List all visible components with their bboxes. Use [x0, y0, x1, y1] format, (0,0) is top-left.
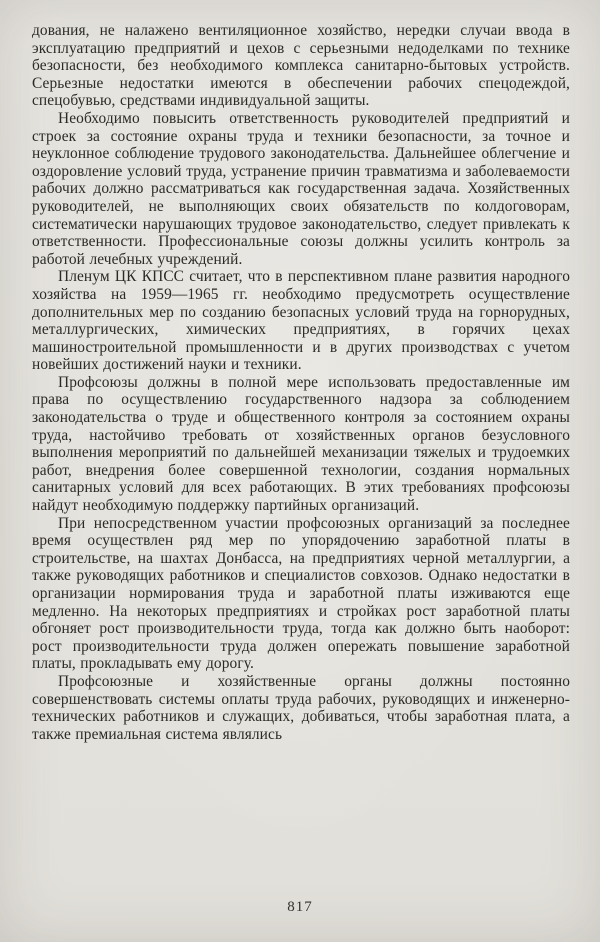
- paragraph: Профсоюзные и хозяйственные органы должны постоянно совершенствовать системы оплаты труда рабочих, руководящих и инженерно-технических работников и служащих, добиваться, чтобы заработная плата, а также премиальная система являлись: [32, 672, 570, 743]
- paragraph: Пленум ЦК КПСС считает, что в перспективном плане развития народного хозяйства на 1959—1965 гг. необходимо предусмотреть осуществление дополнительных мер по созданию безопасных условий труда на горнорудных, металлургических, химических предприятиях, в горячих цехах машиностроительной промышленности и в других производствах с учетом новейших достижений науки и техники.: [32, 268, 570, 374]
- paragraph-continuation: дования, не налажено вентиляционное хозяйство, нередки случаи ввода в эксплуатацию предприятий и цехов с серьезными недоделками по технике безопасности, без необходимого комплекса санитарно-бытовых устройств. Серьезные недостатки имеются в обеспечении рабочих спецодеждой, спецобувью, средствами индивидуальной защиты.: [32, 22, 570, 110]
- paragraph: Необходимо повысить ответственность руководителей предприятий и строек за состояние охраны труда и техники безопасности, за точное и неуклонное соблюдение трудового законодательства. Дальнейшее облегчение и оздоровление условий труда, устранение причин травматизма и заболеваемости рабочих должно рассматриваться как государственная задача. Хозяйственных руководителей, не выполняющих своих обязательств по колдоговорам, систематически нарушающих трудовое законодательство, следует привлекать к ответственности. Профессиональные союзы должны усилить контроль за работой лечебных учреждений.: [32, 109, 570, 268]
- text-block: [32, 22, 570, 743]
- page-number: 817: [287, 899, 313, 915]
- paragraph: При непосредственном участии профсоюзных организаций за последнее время осуществлен ряд мер по упорядочению заработной платы в строительстве, на шахтах Донбасса, на предприятиях черной металлургии, а также руководящих работников и специалистов совхозов. Однако недостатки в организации нормирования труда и заработной платы изживаются еще медленно. На некоторых предприятиях и стройках рост заработной платы обгоняет рост производительности труда, тогда как должно быть наоборот: рост производительности труда должен опережать повышение заработной платы, прокладывать ему дорогу.: [32, 514, 570, 673]
- paragraph: Профсоюзы должны в полной мере использовать предоставленные им права по осуществлению государственного надзора за соблюдением законодательства о труде и общественного контроля за состоянием охраны труда, настойчиво требовать от хозяйственных органов безусловного выполнения мероприятий по дальнейшей механизации тяжелых и трудоемких работ, внедрения более совершенной технологии, создания нормальных санитарных условий для всех работающих. В этих требованиях профсоюзы найдут необходимую поддержку партийных организаций.: [32, 373, 570, 515]
